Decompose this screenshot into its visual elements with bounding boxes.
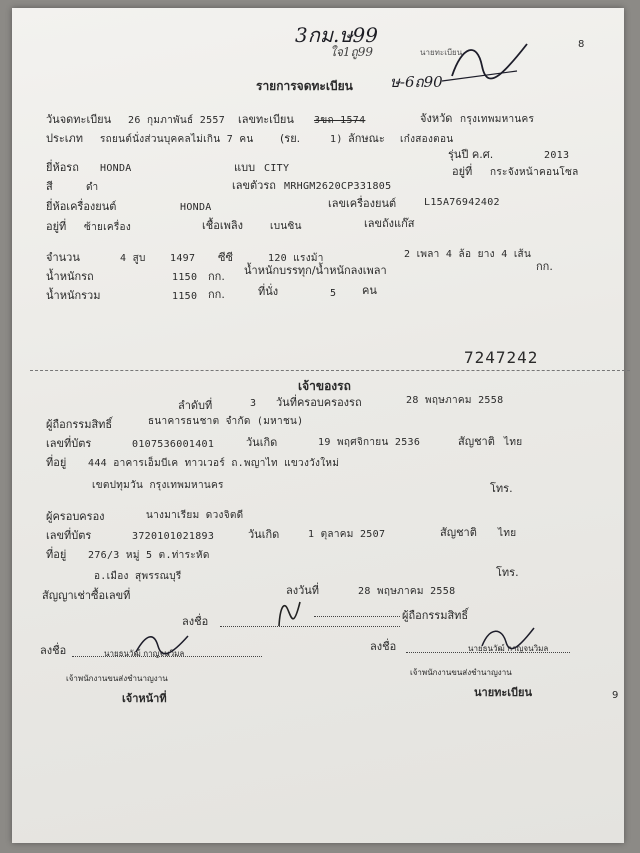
- possession-date-label: วันที่ครอบครองรถ: [276, 396, 362, 409]
- owner-address-line1: 444 อาคารเอ็มบีเค ทาวเวอร์ ถ.พญาไท แขวงวังใหม่: [88, 458, 340, 469]
- reg-date-label: วันจดทะเบียน: [46, 113, 112, 126]
- seats-label: ที่นั่ง: [258, 285, 279, 298]
- signature-line-owner: [314, 616, 400, 617]
- gas-tank-label: เลขถังแก๊ส: [364, 217, 415, 230]
- character-label: ลักษณะ: [348, 132, 385, 145]
- possessor-name: นางมาเรียม ดวงจิตดี: [146, 510, 244, 521]
- registration-document-page: [12, 8, 624, 843]
- owner-id-label: เลขที่บัตร: [46, 437, 92, 450]
- weight: 1150: [172, 272, 198, 283]
- possession-date: 28 พฤษภาคม 2558: [406, 395, 504, 406]
- count-label: จำนวน: [46, 251, 80, 264]
- horsepower: 120 แรงม้า: [268, 253, 324, 264]
- possessor-id: 3720101021893: [132, 531, 215, 542]
- model: CITY: [264, 163, 290, 174]
- color: ดำ: [86, 182, 99, 193]
- chassis: MRHGM2620CP331805: [284, 181, 392, 192]
- hire-date-label: ลงวันที่: [286, 584, 320, 597]
- fuel: เบนซิน: [270, 221, 302, 232]
- cc-value: 1497: [170, 253, 196, 264]
- registrar-caption: นายทะเบียน: [474, 686, 533, 699]
- cc-label: ซีซี: [218, 251, 233, 264]
- officer-name: นายธนวัฒ์ กาญจนวิมล: [104, 649, 185, 658]
- engine-no-label: เลขเครื่องยนต์: [328, 197, 397, 210]
- engine-location-label: อยู่ที่: [46, 220, 67, 233]
- order-label: ลำดับที่: [178, 399, 213, 412]
- signature-officer: [132, 630, 192, 658]
- possessor-nationality: ไทย: [498, 528, 517, 539]
- owner-birth: 19 พฤศจิกายน 2536: [318, 437, 421, 448]
- owner-label: ผู้ถือกรรมสิทธิ์: [46, 418, 113, 431]
- model-year: 2013: [544, 150, 570, 161]
- registrar-position: เจ้าพนักงานขนส่งชำนาญงาน: [410, 668, 512, 677]
- possessor-birth-label: วันเกิด: [248, 528, 280, 541]
- handwritten-note-2: ใจ1ถู99: [330, 45, 374, 59]
- engine-brand: HONDA: [180, 202, 212, 213]
- axles: 2 เพลา 4 ล้อ ยาง 4 เส้น: [404, 249, 532, 260]
- province: กรุงเทพมหานคร: [460, 114, 535, 125]
- owner-nationality: ไทย: [504, 437, 523, 448]
- kg-unit-1: กก.: [208, 270, 225, 283]
- owner-phone-label: โทร.: [490, 482, 513, 495]
- order-value: 3: [250, 398, 257, 409]
- kg-unit-3: กก.: [208, 288, 225, 301]
- possessor-label: ผู้ครอบครอง: [46, 510, 105, 523]
- possessor-address-line1: 276/3 หมู่ 5 ต.ท่าระหัด: [88, 550, 210, 561]
- officer-caption: เจ้าหน้าที่: [122, 692, 167, 705]
- page-number-bottom: 9: [612, 690, 619, 701]
- persons-unit: คน: [362, 284, 377, 297]
- section1-title: รายการจดทะเบียน: [256, 79, 353, 93]
- signature-possessor: [274, 596, 304, 632]
- fuel-label: เชื้อเพลิง: [202, 219, 243, 232]
- section2-title: เจ้าของรถ: [298, 379, 351, 393]
- owner-name: ธนาคารธนชาต จำกัด (มหาชน): [148, 416, 304, 427]
- signature-line-possessor: [220, 626, 400, 627]
- seats: 5: [330, 288, 337, 299]
- possessor-address-line2: อ.เมือง สุพรรณบุรี: [94, 571, 182, 582]
- ry-label: (รย.: [280, 132, 301, 145]
- kg-unit-2: กก.: [536, 260, 553, 273]
- possessor-phone-label: โทร.: [496, 566, 519, 579]
- possessor-id-label: เลขที่บัตร: [46, 529, 92, 542]
- type-label: ประเภท: [46, 132, 84, 145]
- chassis-label: เลขตัวรถ: [232, 179, 276, 192]
- weight-label: น้ำหนักรถ: [46, 270, 94, 283]
- model-year-label: รุ่นปี ค.ศ.: [448, 148, 494, 161]
- engine-brand-label: ยี่ห้อเครื่องยนต์: [46, 200, 117, 213]
- sign-label-registrar: ลงชื่อ: [370, 640, 397, 653]
- owner-sign-caption: ผู้ถือกรรมสิทธิ์: [402, 609, 469, 622]
- gross-weight: 1150: [172, 291, 198, 302]
- cylinders: 4 สูบ: [120, 253, 146, 264]
- reg-no-label: เลขทะเบียน: [238, 113, 294, 126]
- section-divider: [30, 370, 630, 371]
- sign-label-possessor: ลงชื่อ: [182, 615, 209, 628]
- possessor-address-label: ที่อยู่: [46, 548, 67, 561]
- character-value: เก๋งสองตอน: [400, 134, 454, 145]
- location-label: อยู่ที่: [452, 165, 473, 178]
- signature-registrar: [478, 624, 538, 652]
- registrar-name: นายธนวัฒ์ กาญจนวิมล: [468, 644, 549, 653]
- hire-purchase-label: สัญญาเช่าซื้อเลขที่: [42, 589, 131, 602]
- color-label: สี: [46, 180, 53, 193]
- sign-label-officer: ลงชื่อ: [40, 644, 67, 657]
- signature-top: [432, 36, 532, 86]
- model-label: แบบ: [234, 161, 256, 174]
- reg-date: 26 กุมภาพันธ์ 2557: [128, 115, 226, 126]
- owner-address-line2: เขตปทุมวัน กรุงเทพมหานคร: [92, 480, 224, 491]
- location: กระจังหน้าคอนโซล: [490, 167, 579, 178]
- officer-position: เจ้าพนักงานขนส่งชำนาญงาน: [66, 674, 168, 683]
- engine-no: L15A76942402: [424, 197, 500, 208]
- handwritten-registration-no: ษ-6ถ90: [390, 73, 443, 91]
- owner-address-label: ที่อยู่: [46, 456, 67, 469]
- reg-no-struck: 3ขถ 1574: [314, 115, 366, 126]
- owner-id: 0107536001401: [132, 439, 215, 450]
- brand: HONDA: [100, 163, 132, 174]
- possessor-nationality-label: สัญชาติ: [440, 526, 477, 539]
- owner-nationality-label: สัญชาติ: [458, 435, 495, 448]
- brand-label: ยี่ห้อรถ: [46, 161, 79, 174]
- vehicle-type: รถยนต์นั่งส่วนบุคคลไม่เกิน 7 คน: [100, 134, 254, 145]
- page-number-top: 8: [578, 39, 585, 50]
- possessor-birth: 1 ตุลาคม 2507: [308, 529, 386, 540]
- handwritten-note: 3กม.ษ99: [295, 23, 379, 47]
- engine-location: ซ้ายเครื่อง: [84, 222, 132, 233]
- hire-date: 28 พฤษภาคม 2558: [358, 586, 456, 597]
- gross-weight-label: น้ำหนักรวม: [46, 289, 101, 302]
- ry-value: 1): [330, 134, 343, 145]
- corner-stamp-text: นายทะเบียน: [420, 48, 463, 57]
- province-label: จังหวัด: [420, 112, 453, 125]
- document-serial: 7247242: [464, 348, 539, 367]
- owner-birth-label: วันเกิด: [246, 436, 278, 449]
- load-label: น้ำหนักบรรทุก/น้ำหนักลงเพลา: [244, 264, 387, 277]
